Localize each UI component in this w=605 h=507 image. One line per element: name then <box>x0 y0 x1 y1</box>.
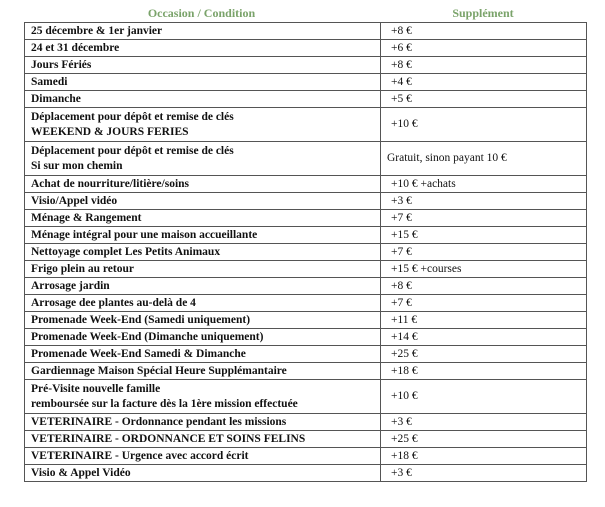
supplement-cell: +6 € <box>381 40 587 57</box>
occasion-cell <box>25 23 381 40</box>
occasion-text: Promenade Week-End (Dimanche uniquement) <box>31 330 264 343</box>
table-row <box>25 261 587 278</box>
table-row <box>25 91 587 108</box>
occasion-text: Gardiennage Maison Spécial Heure Supplémantaire <box>31 364 287 377</box>
occasion-cell <box>25 380 381 414</box>
occasion-text: Achat de nourriture/litière/soins <box>31 177 190 190</box>
table-row <box>25 227 587 244</box>
occasion-cell <box>25 295 381 312</box>
supplement-cell: +10 € +achats <box>381 176 587 193</box>
table-row <box>25 295 587 312</box>
occasion-text: VETERINAIRE - Ordonnance pendant les missions <box>31 415 287 428</box>
supplement-cell: +25 € <box>381 346 587 363</box>
table-row <box>25 40 587 57</box>
supplement-cell: +15 € +courses <box>381 261 587 278</box>
occasion-text: 25 décembre & 1er janvier <box>31 24 163 37</box>
occasion-text: Promenade Week-End Samedi & Dimanche <box>31 347 246 360</box>
occasion-text: Pré-Visite nouvelle famille <box>31 382 161 395</box>
table-body <box>25 23 587 482</box>
supplement-cell: +7 € <box>381 295 587 312</box>
table-row <box>25 57 587 74</box>
occasion-cell <box>25 193 381 210</box>
supplement-cell: +3 € <box>381 414 587 431</box>
occasion-cell <box>25 414 381 431</box>
occasion-cell <box>25 142 381 176</box>
occasion-cell <box>25 57 381 74</box>
supplement-cell: +7 € <box>381 244 587 261</box>
occasion-cell <box>25 244 381 261</box>
table-row <box>25 380 587 414</box>
occasion-text: Frigo plein au retour <box>31 262 134 275</box>
occasion-cell <box>25 40 381 57</box>
occasion-text: WEEKEND & JOURS FERIES <box>31 125 189 138</box>
supplement-table <box>24 22 587 482</box>
occasion-text: Déplacement pour dépôt et remise de clés <box>31 144 234 157</box>
occasion-text: remboursée sur la facture dès la 1ère mission effectuée <box>31 397 298 410</box>
occasion-text: 24 et 31 décembre <box>31 41 120 54</box>
column-header-supplement: Supplément <box>452 6 514 20</box>
supplement-cell: +10 € <box>381 380 587 414</box>
table-row <box>25 193 587 210</box>
supplement-cell: +25 € <box>381 431 587 448</box>
table-row <box>25 312 587 329</box>
occasion-cell <box>25 176 381 193</box>
occasion-cell <box>25 210 381 227</box>
table-row <box>25 108 587 142</box>
occasion-text: Ménage & Rangement <box>31 211 142 224</box>
occasion-text: Dimanche <box>31 92 81 105</box>
table-row <box>25 431 587 448</box>
occasion-cell <box>25 448 381 465</box>
occasion-text: Ménage intégral pour une maison accueillante <box>31 228 258 241</box>
occasion-text: VETERINAIRE - Urgence avec accord écrit <box>31 449 249 462</box>
supplement-cell: +5 € <box>381 91 587 108</box>
table-row <box>25 465 587 482</box>
supplement-cell: +10 € <box>381 108 587 142</box>
table-row <box>25 142 587 176</box>
supplement-cell: Gratuit, sinon payant 10 € <box>381 142 587 176</box>
table-row <box>25 448 587 465</box>
occasion-text: Arrosage jardin <box>31 279 110 292</box>
supplement-cell: +14 € <box>381 329 587 346</box>
occasion-cell <box>25 91 381 108</box>
occasion-text: Nettoyage complet Les Petits Animaux <box>31 245 221 258</box>
occasion-cell <box>25 312 381 329</box>
supplement-cell: +11 € <box>381 312 587 329</box>
table-row <box>25 414 587 431</box>
occasion-cell <box>25 346 381 363</box>
occasion-cell <box>25 278 381 295</box>
supplement-cell: +7 € <box>381 210 587 227</box>
table-row <box>25 74 587 91</box>
occasion-text: Déplacement pour dépôt et remise de clés <box>31 110 234 123</box>
occasion-text: Visio/Appel vidéo <box>31 194 118 207</box>
supplement-cell: +18 € <box>381 448 587 465</box>
occasion-text: Arrosage dee plantes au-delà de 4 <box>31 296 196 309</box>
supplement-cell: +4 € <box>381 74 587 91</box>
supplement-cell: +8 € <box>381 23 587 40</box>
occasion-text: Visio & Appel Vidéo <box>31 466 131 479</box>
table-row <box>25 176 587 193</box>
occasion-cell <box>25 261 381 278</box>
occasion-cell <box>25 74 381 91</box>
occasion-cell <box>25 227 381 244</box>
table-row <box>25 346 587 363</box>
occasion-text: Jours Fériés <box>31 58 92 71</box>
supplement-cell: +15 € <box>381 227 587 244</box>
occasion-text: Si sur mon chemin <box>31 159 123 172</box>
table-row <box>25 278 587 295</box>
occasion-text: Promenade Week-End (Samedi uniquement) <box>31 313 251 326</box>
supplement-cell: +18 € <box>381 363 587 380</box>
table-row <box>25 23 587 40</box>
occasion-cell <box>25 108 381 142</box>
column-header-occasion: Occasion / Condition <box>147 6 256 20</box>
supplement-cell: +3 € <box>381 465 587 482</box>
supplement-cell: +8 € <box>381 57 587 74</box>
table-row <box>25 329 587 346</box>
occasion-cell <box>25 329 381 346</box>
supplement-cell: +3 € <box>381 193 587 210</box>
supplement-cell: +8 € <box>381 278 587 295</box>
table-row <box>25 244 587 261</box>
occasion-cell <box>25 431 381 448</box>
occasion-cell <box>25 465 381 482</box>
occasion-text: VETERINAIRE - ORDONNANCE ET SOINS FELINS <box>31 432 306 445</box>
table-row <box>25 210 587 227</box>
occasion-cell <box>25 363 381 380</box>
table-header <box>24 4 587 22</box>
occasion-text: Samedi <box>31 75 68 88</box>
table-row <box>25 363 587 380</box>
